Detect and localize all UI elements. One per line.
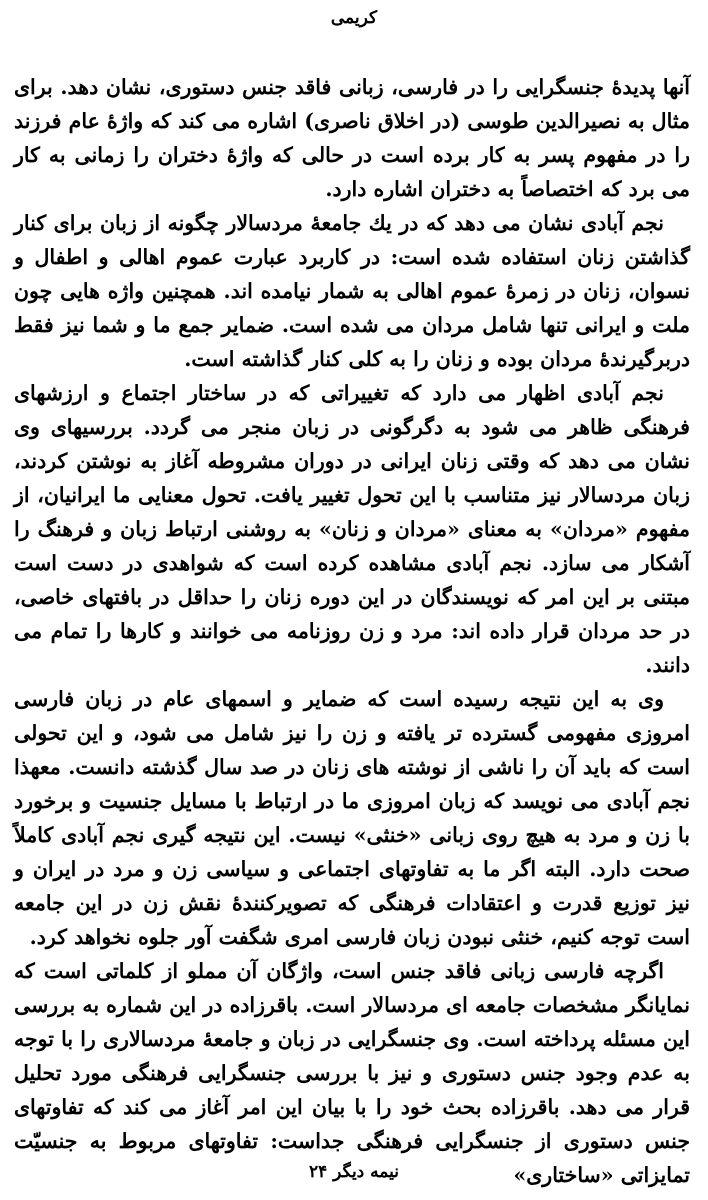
paragraph-4: وی به این نتیجه رسیده است که ضمایر و اسمهای عام در زبان فارسی امروزی مفهومی گسترده تر یافته و زن را نیز شامل می شود، و این تحولی است که باید آن را ناشی از نوشته های زنان در صد سال گذشته دانست. معهذا نجم آبادی می نویسد که زبان امروزی ما در ارتباط با مسایل جنسیت و برخورد با زن و مرد به هیچ روی زبانی «خنثی» نیست. این نتیجه گیری نجم آبادی کاملاً صحت دارد. البته اگر ما به تفاوتهای اجتماعی و سیاسی زن و مرد در ایران و نیز توزیع قدرت و اعتقادات فرهنگی که تصویرکنندۀ نقش زن در این جامعه است توجه کنیم، خنثی نبودن زبان فارسی امری شگفت آور جلوه نخواهد کرد. bbox=[14, 687, 690, 949]
page-footer: نیمه دیگر ۲۴ bbox=[309, 1162, 399, 1182]
paragraph-1: آنها پدیدۀ جنسگرایی را در فارسی، زبانی فاقد جنس دستوری، نشان دهد. برای مثال به نصیرالدین طوسی (در اخلاق ناصری) اشاره می کند که واژۀ عام فرزند را در مفهوم پسر به کار برده است در حالی که واژۀ دختران را زمانی به کار می برد که اختصاصاً به دختران اشاره دارد. bbox=[14, 75, 690, 201]
paragraph-3: نجم آبادی اظهار می دارد که تغییراتی که در ساختار اجتماع و ارزشهای فرهنگی ظاهر می شود به دگرگونی در زبان منجر می گردد. بررسیهای وی نشان می دهد که وقتی زنان ایرانی در دوران مشروطه آغاز به نوشتن کردند، زبان مردسالار نیز متناسب با این تحول تغییر یافت. تحول معنایی ما ایرانیان، از مفهوم «مردان» به معنای «مردان و زنان» به روشنی ارتباط زبان و فرهنگ را آشکار می سازد. نجم آبادی مشاهده کرده است که شواهدی در دست است مبتنی بر این امر که نویسندگان در این دوره زنان را حداقل در بافتهای خاصی، در حد مردان قرار داده اند: مرد و زن روزنامه می خوانند و کارها را تمام می دانند. bbox=[14, 381, 690, 677]
paragraph-2: نجم آبادی نشان می دهد که در یك جامعۀ مردسالار چگونه از زبان برای کنار گذاشتن زنان استفاده شده است: در کاربرد عبارت عموم اهالی و اطفال و نسوان، زنان در زمرۀ عموم اهالی به شمار نیامده اند. همچنین واژه هایی چون ملت و ایرانی تنها شامل مردان می شده است. ضمایر جمع ما و شما نیز فقط دربرگیرندۀ مردان بوده و زنان را به کلی کنار گذاشته است. bbox=[14, 211, 690, 371]
paragraph-5: اگرچه فارسی زبانی فاقد جنس است، واژگان آن مملو از کلماتی است که نمایانگر مشخصات جامعه ای مردسالار است. باقرزاده در این شماره به بررسی این مسئله پرداخته است. وی جنسگرایی در زبان و جامعۀ مردسالاری را با توجه به عدم وجود جنس دستوری و نیز با بررسی جنسگرایی فرهنگی مورد تحلیل قرار می دهد. باقرزاده بحث خود را با بیان این امر آغاز می کند که تفاوتهای جنس دستوری از جنسگرایی فرهنگی جداست: تفاوتهای مربوط به جنسیّت تمایزاتی «ساختاری» bbox=[14, 959, 690, 1187]
running-head: کریمی bbox=[330, 8, 378, 28]
body-text bbox=[14, 70, 690, 1192]
